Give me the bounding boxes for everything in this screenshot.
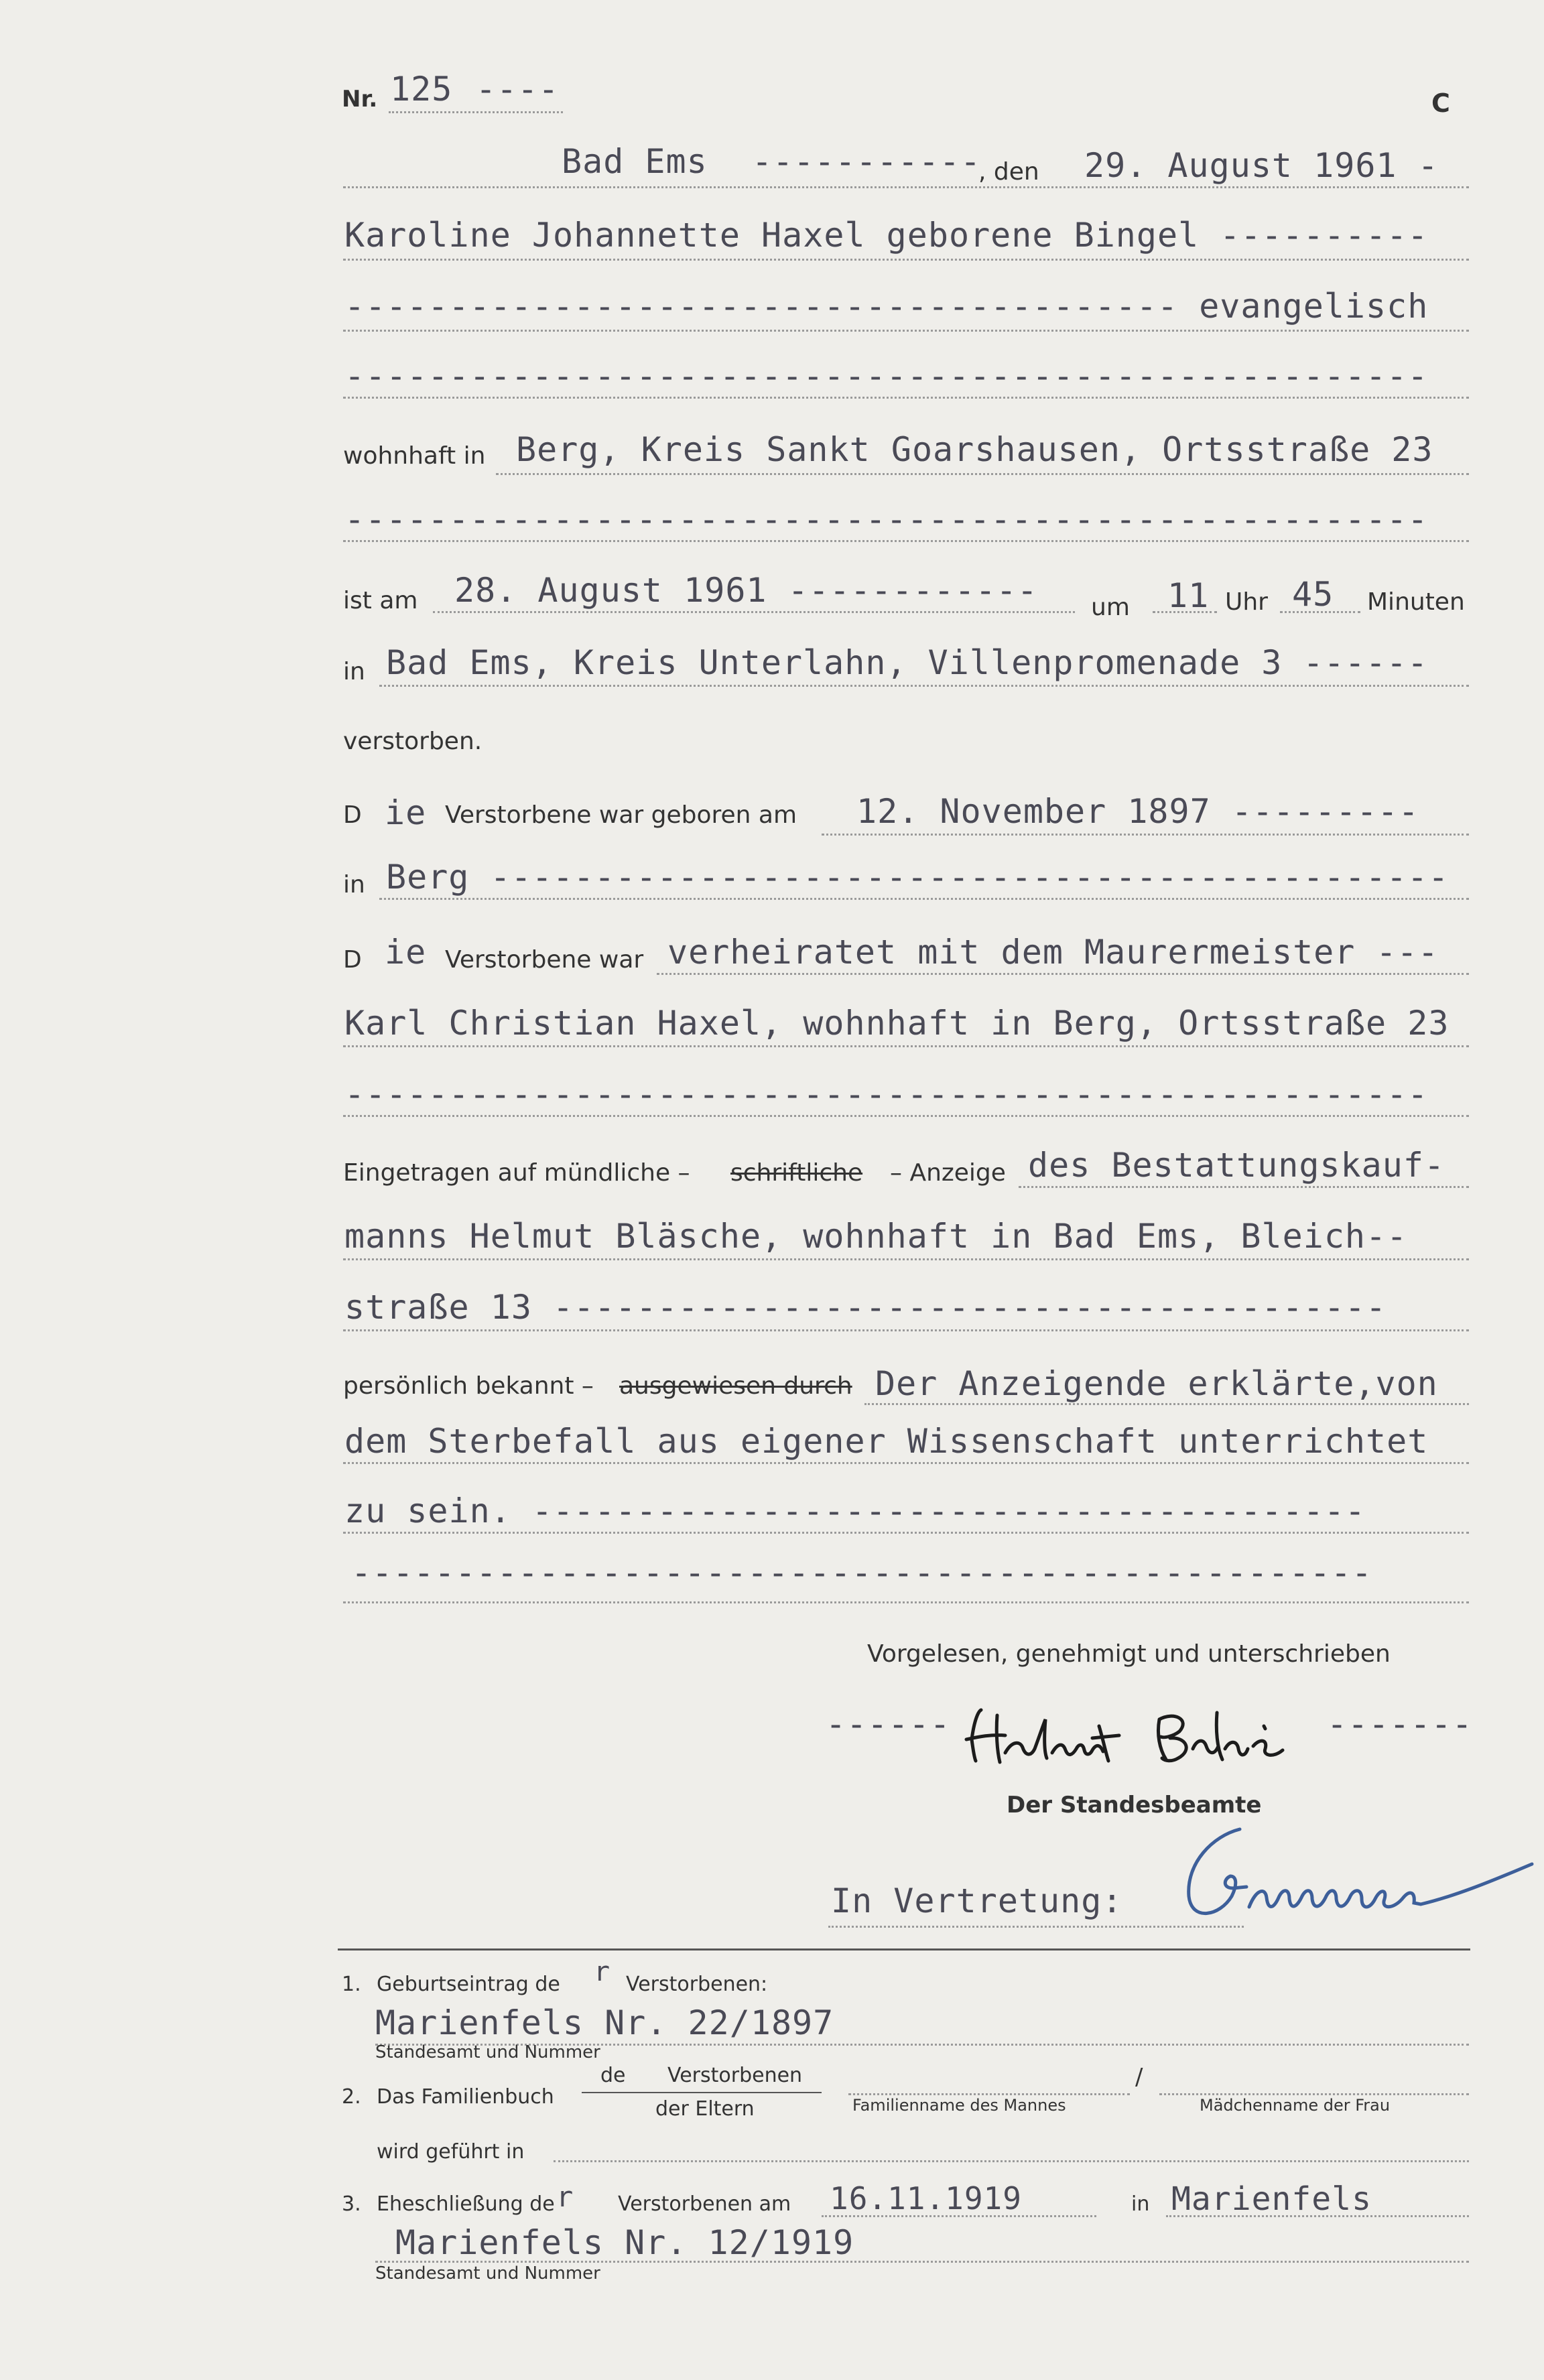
ist-am-label: ist am <box>343 587 418 614</box>
informant-dotted-line-2 <box>343 1258 1469 1260</box>
death-hour: 11 <box>1167 576 1210 615</box>
in-label: in <box>343 658 365 685</box>
gender-ending-1: ie <box>385 793 427 832</box>
familienbuch-label: Das Familienbuch <box>377 2085 554 2109</box>
spouse-line: Karl Christian Haxel, wohnhaft in Berg, Ortsstraße 23 <box>344 1004 1450 1043</box>
spouse-dotted-line <box>343 1045 1469 1047</box>
blank-dotted-line-4 <box>343 1601 1469 1603</box>
death-date-dotted-line <box>433 611 1075 613</box>
informant-line-3: straße 13 ---------------------------------------- <box>344 1288 1387 1327</box>
marital-dotted-line <box>657 973 1469 975</box>
born-label: Verstorbene war geboren am <box>445 801 797 829</box>
statement-dotted-line-2 <box>343 1462 1469 1464</box>
blank-dotted-line-2 <box>343 540 1469 542</box>
persoenlich-label: persönlich bekannt – <box>343 1372 594 1400</box>
footnote-separator <box>338 1948 1470 1951</box>
familienname-label: Familienname des Mannes <box>852 2096 1066 2115</box>
death-place-dotted-line <box>379 685 1469 687</box>
minuten-label: Minuten <box>1367 588 1465 616</box>
name-dotted-line <box>343 259 1469 261</box>
statement-line-2: dem Sterbefall aus eigener Wissenschaft unterrichtet <box>344 1422 1429 1461</box>
minutes-dotted-line <box>1280 611 1360 613</box>
registry-place-dashes: ----------- <box>752 142 982 181</box>
blank-line-1: ---------------------------------------------------- <box>344 356 1429 395</box>
d-label-1: D <box>343 801 362 829</box>
blank-line-4: ------------------------------------------------- <box>351 1553 1373 1592</box>
death-place: Bad Ems, Kreis Unterlahn, Villenpromenade 3 ------ <box>386 643 1429 682</box>
schriftliche-struck: schriftliche <box>730 1159 863 1187</box>
blank-dotted-line-3 <box>343 1115 1469 1117</box>
informant-line-1: des Bestattungskauf- <box>1028 1146 1445 1185</box>
informant-dotted-line-3 <box>343 1329 1469 1331</box>
marriage-place-dotted-line <box>1166 2215 1469 2217</box>
marriage-register: Marienfels Nr. 12/1919 <box>395 2223 854 2262</box>
geburtseintrag-suffix: r <box>594 1957 611 1987</box>
signature-dashes-right: ------- <box>1327 1705 1473 1743</box>
hour-dotted-line <box>1153 611 1217 613</box>
standesamt-label-1: Standesamt und Nummer <box>375 2042 600 2062</box>
footnote-2-number: 2. <box>342 2085 361 2109</box>
birth-place: Berg ---------------------------------------------- <box>386 858 1450 897</box>
official-signature <box>1139 1809 1541 1943</box>
registry-place: Bad Ems <box>562 142 708 181</box>
standesamt-label-2: Standesamt und Nummer <box>375 2263 600 2284</box>
footnote-3-number: 3. <box>342 2192 361 2216</box>
name-slash: / <box>1135 2064 1143 2091</box>
statement-line-3: zu sein. ---------------------------------------- <box>344 1492 1366 1530</box>
registry-date: 29. August 1961 - <box>1084 146 1439 185</box>
marriage-date-dotted-line <box>822 2215 1096 2217</box>
verstorbenen-label: Verstorbenen: <box>626 1973 768 1996</box>
uhr-label: Uhr <box>1225 588 1268 616</box>
birth-date: 12. November 1897 --------- <box>856 792 1419 831</box>
married-label: Verstorbene war <box>445 946 644 974</box>
standesbeamte-label: Der Standesbeamte <box>1007 1792 1262 1819</box>
blank-line-3: ---------------------------------------------------- <box>344 1075 1429 1114</box>
date-dotted-line <box>343 186 1469 188</box>
statement-line-1: Der Anzeigende erklärte,von <box>875 1364 1438 1403</box>
verstorbenen-am-label: Verstorbenen am <box>618 2192 791 2216</box>
wohnhaft-label: wohnhaft in <box>343 442 486 470</box>
informant-signature <box>958 1699 1334 1773</box>
birth-place-dotted-line <box>379 898 1469 900</box>
footnote-1-number: 1. <box>342 1973 361 1996</box>
wird-gefuehrt-label: wird geführt in <box>377 2140 525 2164</box>
statement-dotted-line-1 <box>864 1403 1469 1405</box>
death-minutes: 45 <box>1292 575 1334 614</box>
marriage-register-dotted-line <box>375 2261 1469 2263</box>
eheschliessung-label: Eheschließung de <box>377 2192 555 2216</box>
familienname-dotted-line <box>848 2093 1130 2095</box>
signature-dashes-left: ------ <box>826 1705 951 1743</box>
anzeige-label: – Anzeige <box>890 1159 1006 1187</box>
ausgewiesen-struck: ausgewiesen durch <box>619 1372 852 1400</box>
informant-line-2: manns Helmut Bläsche, wohnhaft in Bad Ems, Bleich-- <box>344 1217 1408 1256</box>
form-letter: C <box>1431 88 1450 118</box>
religion-dotted-line <box>343 330 1469 332</box>
eheschliessung-suffix: r <box>556 2180 574 2213</box>
wird-gefuehrt-dotted-line <box>554 2160 1469 2162</box>
verstorbenen-label-2: Verstorbenen <box>667 2064 803 2087</box>
d-label-2: D <box>343 946 362 974</box>
maedchenname-label: Mädchenname der Frau <box>1200 2096 1391 2115</box>
in-label-2: in <box>343 871 365 899</box>
in-label-3: in <box>1131 2192 1150 2216</box>
eingetragen-label: Eingetragen auf mündliche – <box>343 1159 690 1187</box>
maedchenname-dotted-line <box>1159 2093 1469 2095</box>
de-label: de <box>600 2064 626 2087</box>
death-date: 28. August 1961 ------------ <box>454 571 1038 610</box>
den-label: , den <box>978 158 1039 186</box>
nr-value: 125 <box>390 70 453 109</box>
vorgelesen-text: Vorgelesen, genehmigt und unterschrieben <box>867 1640 1391 1668</box>
blank-dotted-line-1 <box>343 397 1469 399</box>
verstorben-label: verstorben. <box>343 728 482 755</box>
birth-register: Marienfels Nr. 22/1897 <box>375 2003 834 2042</box>
vertretung-label: In Vertretung: <box>831 1881 1123 1920</box>
fraction-bar <box>582 2092 822 2093</box>
residence: Berg, Kreis Sankt Goarshausen, Ortsstraße 23 <box>516 430 1433 469</box>
marriage-place: Marienfels <box>1171 2180 1372 2218</box>
der-eltern-label: der Eltern <box>655 2097 755 2121</box>
blank-line-2: ---------------------------------------------------- <box>344 500 1429 539</box>
nr-label: Nr. <box>342 86 378 113</box>
religion-line: ---------------------------------------- evangelisch <box>344 287 1429 326</box>
nr-dashes: ---- <box>476 70 560 109</box>
gender-ending-2: ie <box>385 933 427 972</box>
informant-dotted-line-1 <box>1019 1186 1469 1188</box>
residence-dotted-line <box>496 473 1469 475</box>
um-label: um <box>1091 594 1130 621</box>
birth-date-dotted-line <box>822 834 1469 836</box>
marriage-date: 16.11.1919 <box>830 2180 1022 2217</box>
geburtseintrag-label: Geburtseintrag de <box>377 1973 560 1996</box>
marital-status: verheiratet mit dem Maurermeister --- <box>667 933 1439 972</box>
deceased-name: Karoline Johannette Haxel geborene Bingel ---------- <box>344 216 1429 255</box>
statement-dotted-line-3 <box>343 1532 1469 1534</box>
nr-dotted-line <box>389 111 563 113</box>
